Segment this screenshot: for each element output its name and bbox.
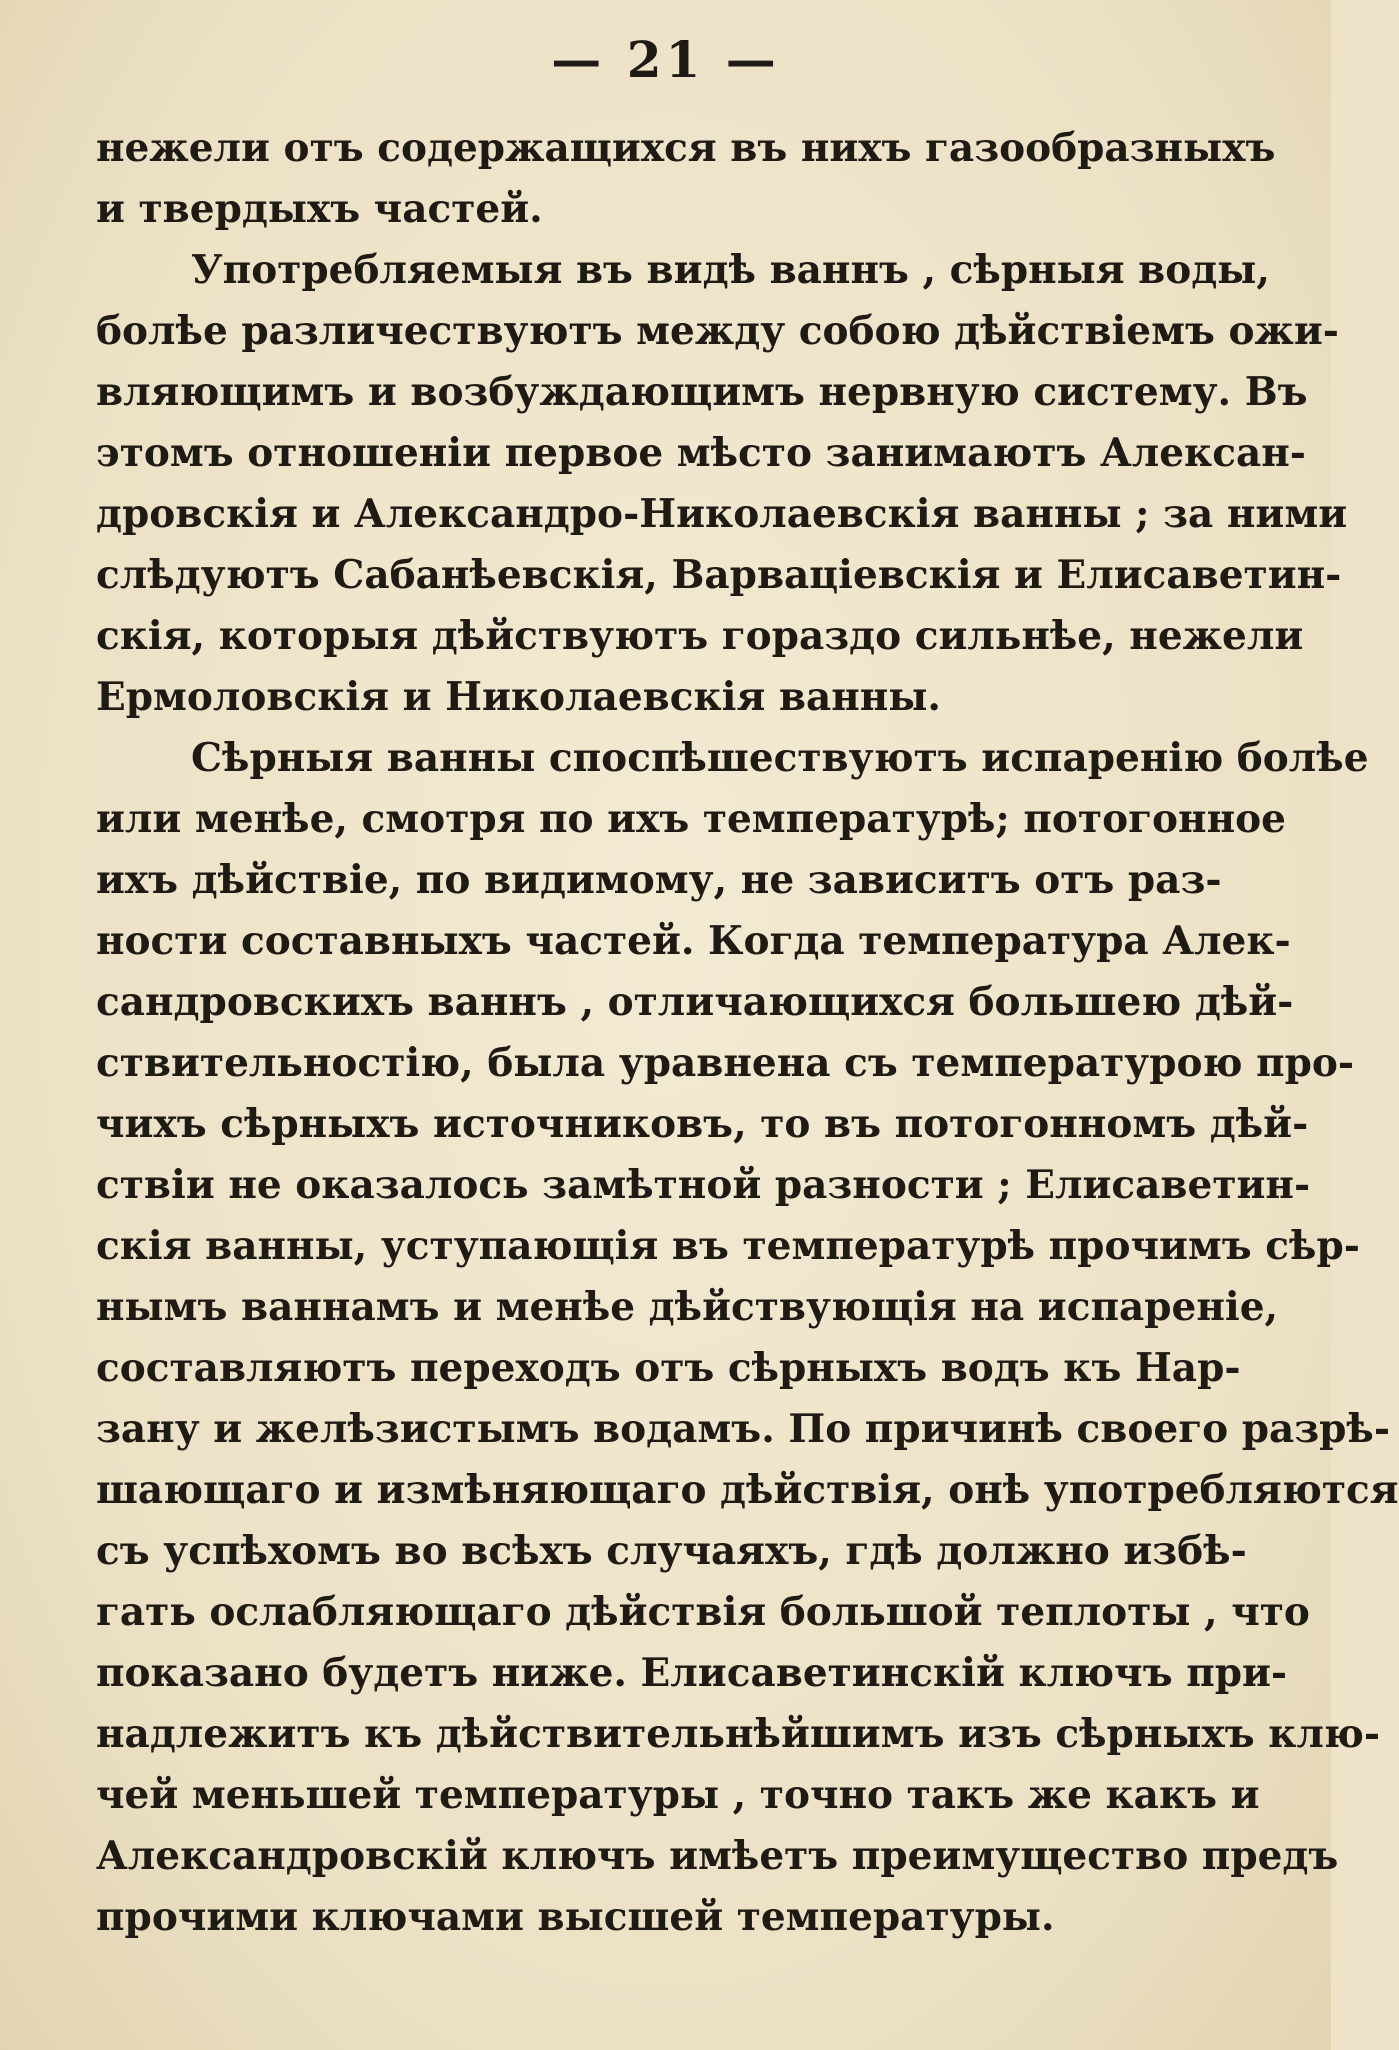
- text-line: ности составныхъ частей. Когда температура Алек-: [96, 918, 1291, 964]
- text-line: Александровскій ключъ имѣетъ преимущество предъ: [96, 1833, 1339, 1879]
- text-line: показано будетъ ниже. Елисаветинскій ключъ при-: [96, 1650, 1288, 1696]
- text-line: скія, которыя дѣйствуютъ гораздо сильнѣе, нежели: [96, 613, 1304, 659]
- text-line: Употребляемыя въ видѣ ваннъ , сѣрныя воды,: [191, 247, 1270, 293]
- page-number: — 21 —: [551, 30, 780, 89]
- text-line: шающаго и измѣняющаго дѣйствія, онѣ употребляются: [96, 1467, 1399, 1513]
- text-line: надлежитъ къ дѣйствительнѣйшимъ изъ сѣрныхъ клю-: [96, 1711, 1381, 1757]
- text-line: нымъ ваннамъ и менѣе дѣйствующія на испареніе,: [96, 1284, 1279, 1330]
- text-line: гать ослабляющаго дѣйствія большой теплоты , что: [96, 1589, 1310, 1635]
- text-line: съ успѣхомъ во всѣхъ случаяхъ, гдѣ должно избѣ-: [96, 1528, 1247, 1574]
- body-text: [96, 118, 1399, 1948]
- text-line: составляютъ переходъ отъ сѣрныхъ водъ къ Нар-: [96, 1345, 1241, 1391]
- text-line: вляющимъ и возбуждающимъ нервную систему. Въ: [96, 369, 1308, 415]
- text-line: скія ванны, уступающія въ температурѣ прочимъ сѣр-: [96, 1223, 1360, 1269]
- text-line: зану и желѣзистымъ водамъ. По причинѣ своего разрѣ-: [96, 1406, 1391, 1452]
- text-line: чей меньшей температуры , точно такъ же какъ и: [96, 1772, 1260, 1818]
- text-line: чихъ сѣрныхъ источниковъ, то въ потогонномъ дѣй-: [96, 1101, 1309, 1147]
- text-line: или менѣе, смотря по ихъ температурѣ; потогонное: [96, 796, 1286, 842]
- text-line: болѣе различествуютъ между собою дѣйствіемъ ожи-: [96, 308, 1339, 354]
- text-line: дровскія и Александро-Николаевскія ванны ; за ними: [96, 491, 1348, 537]
- text-line: нежели отъ содержащихся въ нихъ газообразныхъ: [96, 125, 1276, 171]
- text-line: ихъ дѣйствіе, по видимому, не зависитъ отъ раз-: [96, 857, 1222, 903]
- text-line: и твердыхъ частей.: [96, 186, 543, 232]
- text-line: Сѣрныя ванны споспѣшествуютъ испаренію болѣе: [191, 735, 1369, 781]
- text-line: прочими ключами высшей температуры.: [96, 1894, 1055, 1940]
- text-line: ствіи не оказалось замѣтной разности ; Елисаветин-: [96, 1162, 1311, 1208]
- text-line: сандровскихъ ваннъ , отличающихся большею дѣй-: [96, 979, 1294, 1025]
- text-line: Ермоловскія и Николаевскія ванны.: [96, 674, 941, 720]
- text-line: слѣдуютъ Сабанѣевскія, Варваціевскія и Елисаветин-: [96, 552, 1342, 598]
- text-line: этомъ отношеніи первое мѣсто занимаютъ Алексан-: [96, 430, 1306, 476]
- text-line: ствительностію, была уравнена съ температурою про-: [96, 1040, 1355, 1086]
